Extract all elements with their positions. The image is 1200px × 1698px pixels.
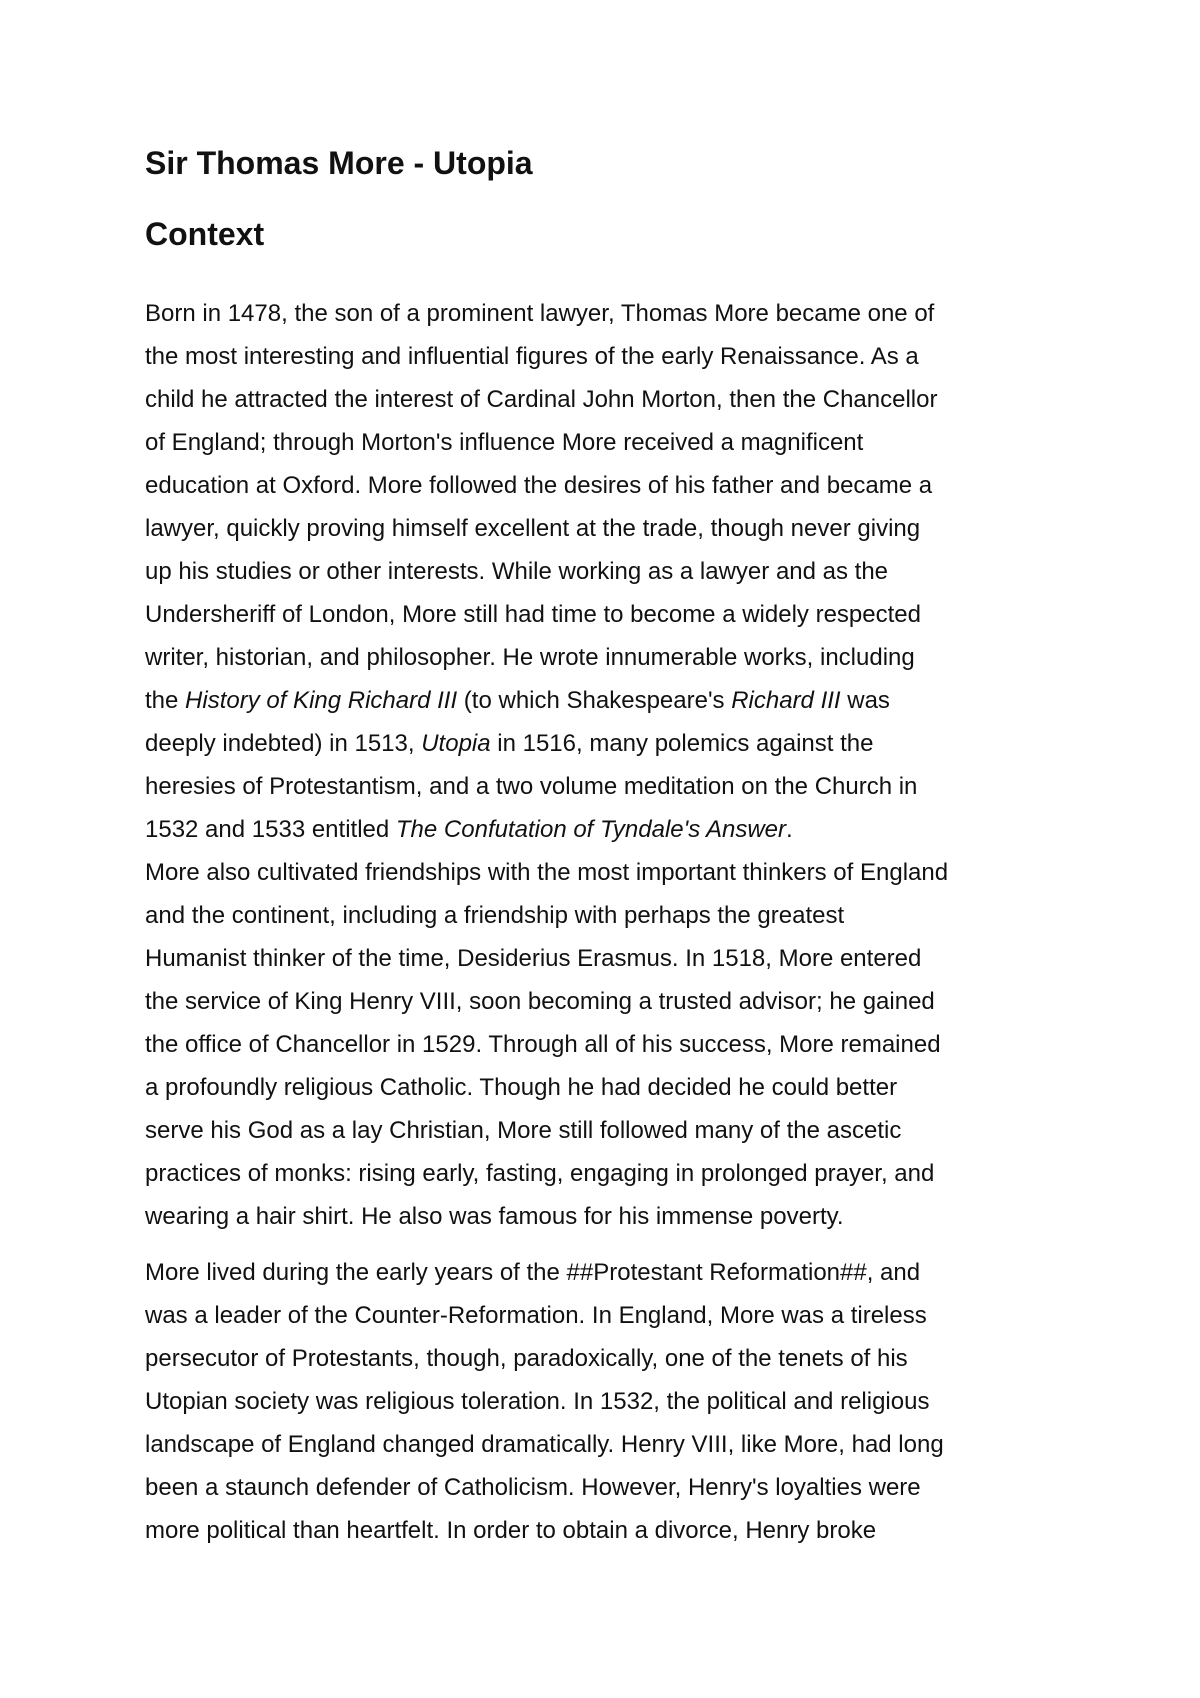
text-segment: serve his God as a lay Christian, More still followed many of the ascetic: [145, 1117, 902, 1144]
text-segment: Utopian society was religious toleration. In 1532, the political and religious: [145, 1388, 930, 1415]
text-segment: 1532 and 1533 entitled: [145, 816, 396, 843]
text-line: [145, 1195, 1085, 1238]
text-segment: More lived during the early years of the ##Protestant Reformation##, and: [145, 1259, 921, 1286]
text-segment: the office of Chancellor in 1529. Through all of his success, More remained: [145, 1031, 941, 1058]
text-line: [145, 636, 1085, 679]
text-line: [145, 980, 1085, 1023]
text-segment: wearing a hair shirt. He also was famous for his immense poverty.: [145, 1203, 844, 1230]
text-line: [145, 679, 1085, 722]
text-line: [145, 1509, 1085, 1552]
text-segment: heresies of Protestantism, and a two volume meditation on the Church in: [145, 773, 918, 800]
text-line: [145, 808, 1085, 851]
text-segment: deeply indebted) in 1513,: [145, 730, 422, 757]
text-segment: More also cultivated friendships with the most important thinkers of England: [145, 859, 949, 886]
text-segment: the service of King Henry VIII, soon becoming a trusted advisor; he gained: [145, 988, 935, 1015]
italic-title-text: The Confutation of Tyndale's Answer: [395, 816, 787, 843]
text-line: [145, 894, 1085, 937]
italic-title-text: Richard III: [731, 687, 841, 714]
text-line: [145, 1066, 1085, 1109]
text-line: [145, 421, 1085, 464]
text-line: [145, 1251, 1085, 1294]
text-segment: was a leader of the Counter-Reformation. In England, More was a tireless: [145, 1302, 927, 1329]
text-line: [145, 851, 1085, 894]
italic-title-text: Utopia: [421, 730, 491, 757]
text-line: [145, 1294, 1085, 1337]
text-segment: child he attracted the interest of Cardinal John Morton, then the Chancellor: [145, 386, 938, 413]
text-segment: .: [786, 816, 793, 843]
text-segment: Humanist thinker of the time, Desiderius Erasmus. In 1518, More entered: [145, 945, 922, 972]
text-line: [145, 1466, 1085, 1509]
text-segment: (to which Shakespeare's: [457, 687, 732, 714]
paragraph-block: [145, 292, 1085, 1238]
text-line: [145, 765, 1085, 808]
text-segment: of England; through Morton's influence More received a magnificent: [145, 429, 864, 456]
text-line: [145, 507, 1085, 550]
text-segment: the most interesting and influential figures of the early Renaissance. As a: [145, 343, 919, 370]
text-line: [145, 722, 1085, 765]
text-line: [145, 335, 1085, 378]
text-line: [145, 937, 1085, 980]
paragraph-block: [145, 1251, 1085, 1552]
text-line: [145, 1109, 1085, 1152]
text-segment: been a staunch defender of Catholicism. However, Henry's loyalties were: [145, 1474, 921, 1501]
text-segment: landscape of England changed dramatically. Henry VIII, like More, had long: [145, 1431, 944, 1458]
text-line: [145, 1337, 1085, 1380]
text-line: [145, 378, 1085, 421]
text-line: [145, 593, 1085, 636]
text-line: [145, 464, 1085, 507]
text-segment: persecutor of Protestants, though, paradoxically, one of the tenets of his: [145, 1345, 908, 1372]
text-line: [145, 550, 1085, 593]
text-segment: up his studies or other interests. While working as a lawyer and as the: [145, 558, 889, 585]
text-segment: education at Oxford. More followed the desires of his father and became a: [145, 472, 933, 499]
text-segment: Born in 1478, the son of a prominent lawyer, Thomas More became one of: [145, 300, 935, 327]
text-segment: Undersheriff of London, More still had time to become a widely respected: [145, 601, 921, 628]
text-segment: a profoundly religious Catholic. Though he had decided he could better: [145, 1074, 898, 1101]
text-segment: practices of monks: rising early, fasting, engaging in prolonged prayer, and: [145, 1160, 935, 1187]
text-segment: and the continent, including a friendship with perhaps the greatest: [145, 902, 845, 929]
text-segment: more political than heartfelt. In order to obtain a divorce, Henry broke: [145, 1517, 877, 1544]
text-line: [145, 292, 1085, 335]
text-segment: writer, historian, and philosopher. He wrote innumerable works, including: [145, 644, 915, 671]
text-segment: lawyer, quickly proving himself excellent at the trade, though never giving: [145, 515, 921, 542]
text-segment: was: [840, 687, 890, 714]
text-line: [145, 1023, 1085, 1066]
document-title: Sir Thomas More - Utopia: [145, 145, 533, 181]
text-segment: the: [145, 687, 186, 714]
text-segment: in 1516, many polemics against the: [490, 730, 874, 757]
text-line: [145, 1423, 1085, 1466]
italic-title-text: History of King Richard III: [185, 687, 458, 714]
text-line: [145, 1152, 1085, 1195]
text-line: [145, 1380, 1085, 1423]
section-heading-context: Context: [145, 216, 265, 252]
